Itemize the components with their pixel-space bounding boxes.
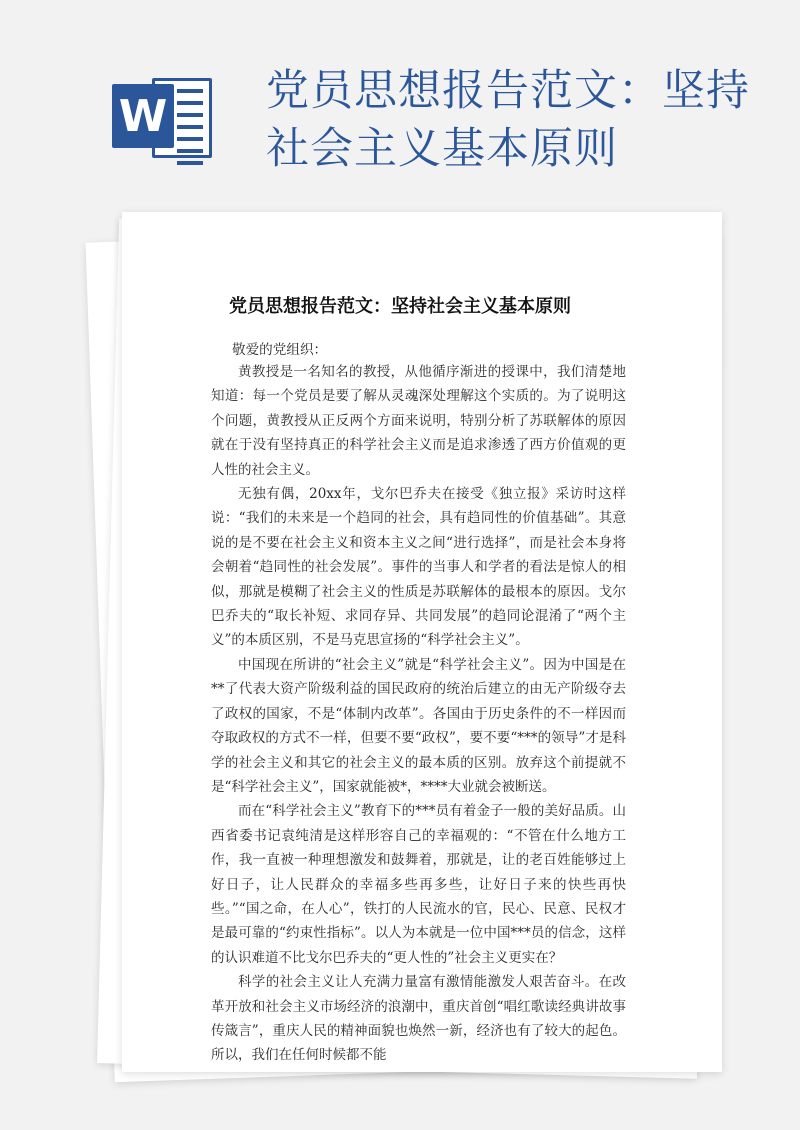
paragraph: 无独有偶，20xx年，戈尔巴乔夫在接受《独立报》采访时这样说：“我们的未来是一个趋同的社会，具有趋同性的价值基础”。其意说的是不要在社会主义和资本主义之间“进行选择”，而是社会本身将会朝着“趋同性的社会发展”。事件的当事人和学者的看法是惊人的相似，那就是模糊了社会主义的性质是苏联解体的最根本的原因。戈尔巴乔夫的“取长补短、求同存异、共同发展”的趋同论混淆了“两个主义”的本质区别，不是马克思宣扬的“科学社会主义”。	[211, 486, 626, 649]
document-salutation: 敬爱的党组织：	[232, 342, 328, 358]
paragraph: 中国现在所讲的“社会主义”就是“科学社会主义”。因为中国是在**了代表大资产阶级利益的国民政府的统治后建立的由无产阶级夺去了政权的国家，不是“体制内改革”。各国由于历史条件的不一样因而夺取政权的方式不一样，但要不要“政权”，要不要“***的领导”才是科学的社会主义和其它的社会主义的最本质的区别。放弃这个前提就不是“科学社会主义”，国家就能被*，****大业就会被断送。	[211, 656, 626, 795]
paragraph: 科学的社会主义让人充满力量富有激情能激发人艰苦奋斗。在改革开放和社会主义市场经济的浪潮中，重庆首创“唱红歌读经典讲故事传箴言”，重庆人民的精神面貌也焕然一新，经济也有了较大的起色。所以，我们在任何时候都不能	[211, 974, 626, 1064]
word-document-icon	[112, 72, 216, 164]
paragraph: 而在“科学社会主义”教育下的***员有着金子一般的美好品质。山西省委书记袁纯清是这样形容自己的幸福观的：“不管在什么地方工作，我一直被一种理想激发和鼓舞着，那就是，让的老百姓能够过上好日子，让人民群众的幸福多些再多些，让好日子来的快些再快些。”“国之命，在人心”，铁打的人民流水的官，民心、民意、民权才是最可靠的“约束性指标”。以人为本就是一位中国***员的信念，这样的认识难道不比戈尔巴乔夫的“更人性的”社会主义更实在？	[211, 803, 626, 966]
document-title: 党员思想报告范文：坚持社会主义基本原则	[229, 296, 571, 317]
paragraph: 黄教授是一名知名的教授，从他循序渐进的授课中，我们清楚地知道：每一个党员是要了解从灵魂深处理解这个实质的。为了说明这个问题，黄教授从正反两个方面来说明，特别分析了苏联解体的原因就在于没有坚持真正的科学社会主义而是追求渗透了西方价值观的更人性的社会主义。	[211, 364, 626, 478]
word-logo-badge: W	[112, 84, 174, 148]
page-title: 党员思想报告范文：坚持社会主义基本原则	[266, 66, 750, 174]
document-body	[211, 360, 626, 1068]
